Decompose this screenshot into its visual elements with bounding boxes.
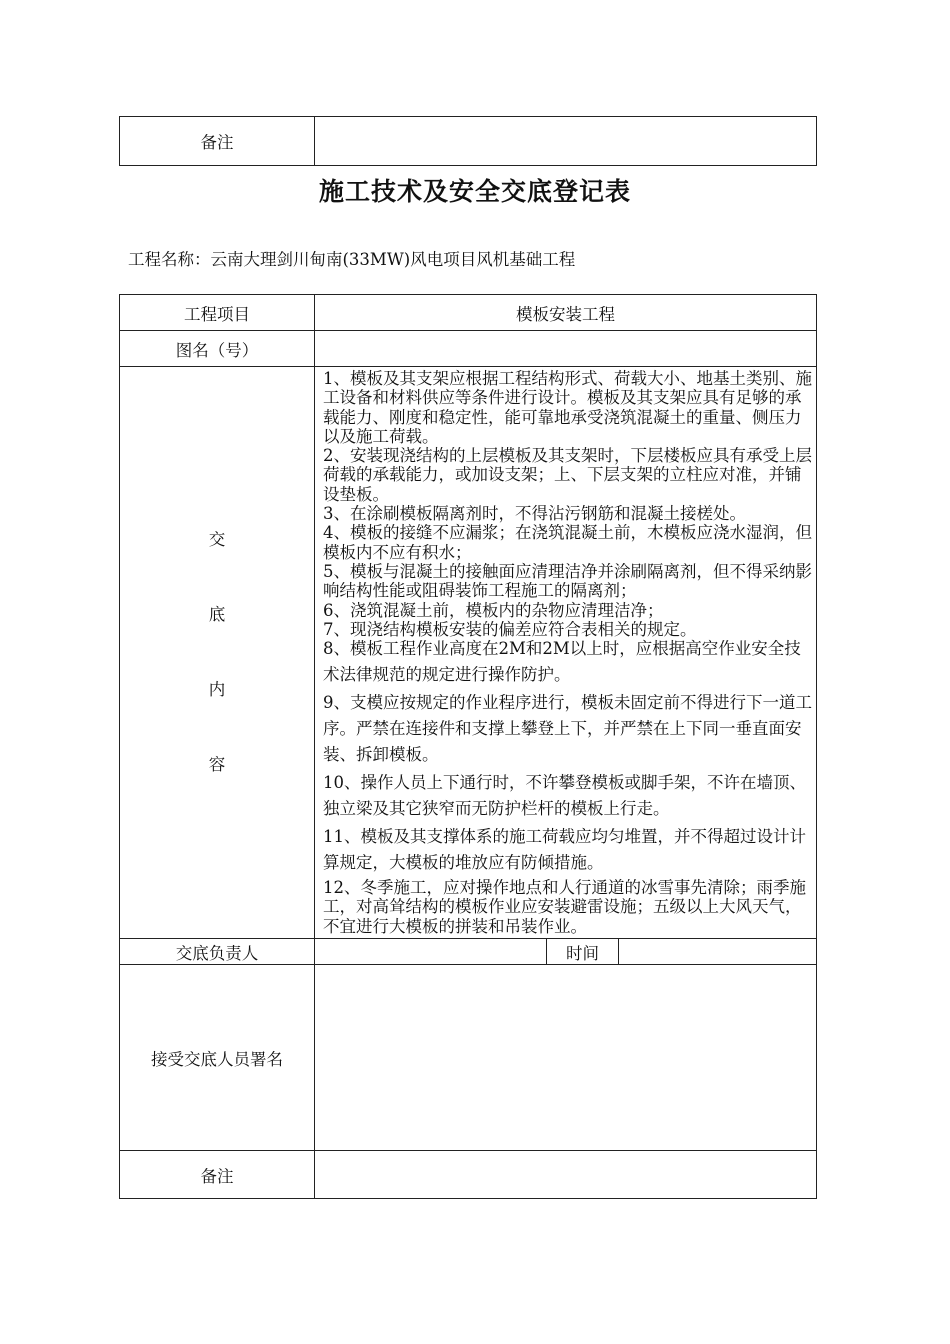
content-label-char: 交	[208, 530, 226, 550]
content-item: 6、浇筑混凝土前，模板内的杂物应清理洁净；	[323, 600, 664, 620]
briefing-table	[119, 294, 817, 1199]
time-label: 时间	[547, 939, 619, 965]
content-item: 12、冬季施工，应对操作地点和人行通道的冰雪事先清除；雨季施工，对高耸结构的模板作业应安装避雷设施；五级以上大风天气，不宜进行大模板的拼装和吊装作业。	[323, 878, 806, 936]
content-item: 9、支模应按规定的作业程序进行，模板未固定前不得进行下一道工序。严禁在连接件和支撑上攀登上下，并严禁在上下同一垂直面安装、拆卸模板。	[323, 693, 812, 765]
drawing-label: 图名（号）	[120, 331, 315, 367]
content-block-bottom	[323, 878, 812, 936]
content-body[interactable]	[315, 367, 817, 939]
item-label: 工程项目	[120, 295, 315, 331]
content-label-char: 内	[208, 680, 226, 700]
content-block-middle	[323, 636, 812, 876]
content-item: 2、安装现浇结构的上层模板及其支架时，下层楼板应具有承受上层荷载的承载能力，或加设支架；上、下层支架的立柱应对准，并铺设垫板。	[323, 446, 812, 504]
time-value[interactable]	[619, 939, 817, 965]
page-title: 施工技术及安全交底登记表	[318, 177, 631, 206]
top-remark-label: 备注	[120, 117, 315, 166]
content-item: 11、模板及其支撑体系的施工荷载应均匀堆置，并不得超过设计计算规定，大模板的堆放应有防倾措施。	[323, 827, 806, 873]
top-remark-table	[119, 116, 817, 166]
content-item: 3、在涂刷模板隔离剂时，不得沾污钢筋和混凝土接槎处。	[323, 504, 746, 524]
content-item: 1、模板及其支架应根据工程结构形式、荷载大小、地基土类别、施工设备和材料供应等条件进行设计。模板及其支架应具有足够的承载能力、刚度和稳定性，能可靠地承受浇筑混凝土的重量、侧压力以及施工荷载。	[323, 369, 812, 446]
item-value[interactable]: 模板安装工程	[315, 295, 817, 331]
content-label-char: 容	[208, 755, 226, 775]
signature-value[interactable]	[315, 965, 817, 1151]
content-label-cell	[120, 367, 315, 939]
content-block-top	[323, 369, 812, 639]
content-item: 10、操作人员上下通行时，不许攀登模板或脚手架，不许在墙顶、独立梁及其它狭窄而无防护栏杆的模板上行走。	[323, 773, 806, 819]
responsible-label: 交底负责人	[120, 939, 315, 965]
remark-label: 备注	[120, 1151, 315, 1199]
responsible-value[interactable]	[315, 939, 547, 965]
content-label-char: 底	[208, 605, 226, 625]
remark-value[interactable]	[315, 1151, 817, 1199]
project-name-line: 工程名称：云南大理剑川甸南(33MW)风电项目风机基础工程	[128, 250, 576, 269]
content-item: 5、模板与混凝土的接触面应清理洁净并涂刷隔离剂，但不得采纳影响结构性能或阻碍装饰工程施工的隔离剂；	[323, 561, 812, 601]
content-item: 7、现浇结构模板安装的偏差应符合表相关的规定。	[323, 619, 697, 639]
signature-label: 接受交底人员署名	[120, 965, 315, 1151]
content-vertical-label	[120, 530, 314, 775]
top-remark-value[interactable]	[315, 117, 817, 166]
content-item: 4、模板的接缝不应漏浆；在浇筑混凝土前，木模板应浇水湿润，但模板内不应有积水；	[323, 523, 812, 562]
drawing-value[interactable]	[315, 331, 817, 367]
content-item: 8、模板工程作业高度在2M和2M以上时，应根据高空作业安全技术法律规范的规定进行操作防护。	[323, 639, 801, 685]
